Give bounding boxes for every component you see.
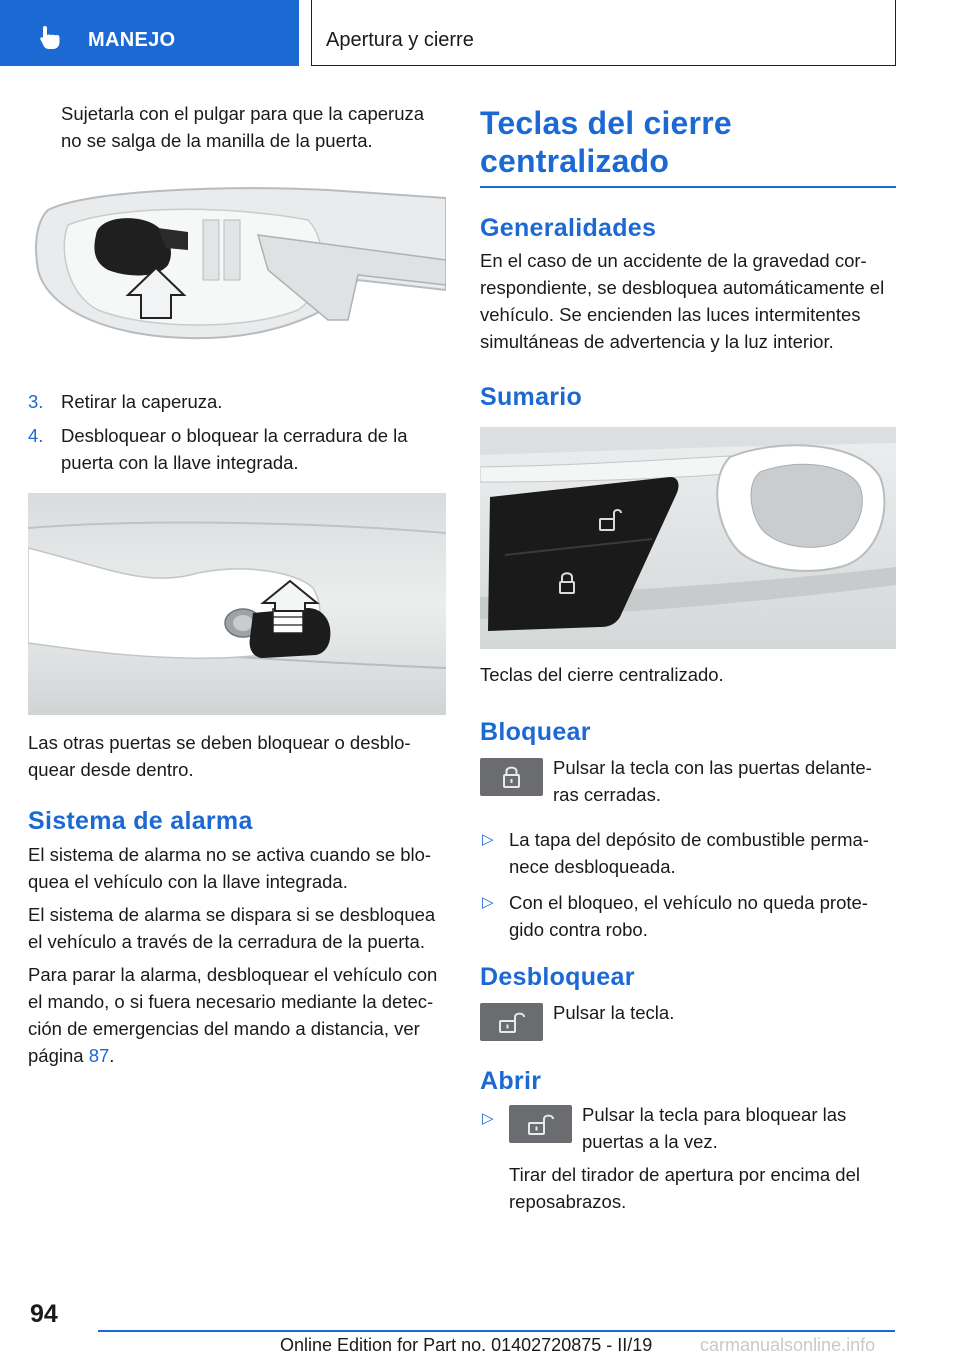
step-number: 3. [28,391,44,412]
open-text-2: Tirar del tirador de apertura por encima del reposabrazos. [509,1163,860,1212]
step-number: 4. [28,425,44,446]
left-column [28,100,446,1069]
open-unlock-button[interactable] [509,1105,572,1143]
padlock-locked-icon [480,758,543,796]
intro-paragraph: Sujetarla con el pulgar para que la caperuza no se salga de la manilla de la puerta. [61,103,425,151]
open-heading: Abrir [480,1066,542,1095]
integrated-key-figure [28,493,446,715]
section-title: Apertura y cierre [326,29,474,51]
pointing-hand-icon [38,24,64,50]
alarm-paragraph-3 [28,961,446,1069]
step-text: Desbloquear o bloquear la cerradura de la puerta con la llave integrada. [61,425,408,473]
padlock-unlocked-icon [480,1003,543,1041]
list-item [28,422,446,476]
step-text: Retirar la caperuza. [61,391,223,412]
padlock-unlocked-icon [509,1105,572,1143]
central-locking-buttons-illustration [480,427,896,649]
chapter-title: MANEJO [88,29,176,51]
alarm-paragraph-3-end: . [109,1045,115,1066]
unlock-text: Pulsar la tecla. [553,1001,675,1023]
unlock-button[interactable] [480,1003,543,1041]
list-item [480,889,896,943]
alarm-paragraph-2: El sistema de alarma se dispara si se desbloquea el vehículo a través de la cerradura de la puerta. [28,904,436,952]
open-key-row [509,1105,896,1155]
general-heading: Generalidades [480,213,657,242]
right-column [480,100,896,1215]
lock-button[interactable] [480,758,543,796]
summary-heading: Sumario [480,382,583,411]
list-item [28,388,446,415]
list-item [480,826,896,880]
lock-instruction [480,754,896,808]
steps-list [28,388,446,476]
main-heading-line-1: Teclas del cierre [480,105,732,141]
triangle-bullet-icon: ▷ [482,1109,494,1127]
door-handle-cap-figure [28,180,446,360]
triangle-bullet-icon: ▷ [482,830,494,848]
open-text: Pulsar la tecla para bloquear las puertas a la vez. [582,1103,847,1152]
main-heading-line-2: centralizado [480,143,670,179]
lock-notes-list [480,826,896,943]
footer-rule [98,1330,895,1332]
central-locking-buttons-figure [480,427,896,649]
bullet-text: La tapa del depósito de combustible perma‐ nece desbloqueada. [509,828,869,877]
lock-heading: Bloquear [480,717,591,746]
summary-caption: Teclas del cierre centralizado. [480,663,724,685]
chapter-tab[interactable] [0,0,299,66]
unlock-instruction [480,999,896,1041]
section-header [311,0,896,66]
main-heading-rule [480,186,896,188]
alarm-paragraph-3-text: Para parar la alarma, desbloquear el vehículo con el mando, o si fuera necesario mediante la detec‐ ción de emergencias del mando a distancia, ver página [28,964,438,1066]
edition-text: Online Edition for Part no. 01402720875 - II/19 [280,1335,653,1355]
alarm-system-heading: Sistema de alarma [28,807,253,835]
open-instruction [480,1105,896,1215]
triangle-bullet-icon: ▷ [482,893,494,911]
bullet-text: Con el bloqueo, el vehículo no queda prote‐ gido contra robo. [509,891,868,940]
main-heading [480,104,896,180]
page-reference-link[interactable]: 87 [88,1045,110,1066]
page-number: 94 [30,1300,58,1328]
general-paragraph: En el caso de un accidente de la gravedad cor‐ respondiente, se desbloquea automáticamente el vehículo. Se encienden las luces intermitentes simultáneas de advertencia y la luz interior. [480,249,885,352]
integrated-key-illustration [28,493,446,715]
door-handle-cap-illustration [28,180,446,360]
lock-text: Pulsar la tecla con las puertas delante‐ ras cerradas. [553,756,872,805]
other-doors-paragraph: Las otras puertas se deben bloquear o desblo‐ quear desde dentro. [28,732,411,780]
alarm-paragraph-1: El sistema de alarma no se activa cuando se blo‐ quea el vehículo con la llave integrada. [28,844,432,892]
watermark: carmanualsonline.info [700,1335,876,1355]
unlock-heading: Desbloquear [480,962,635,991]
